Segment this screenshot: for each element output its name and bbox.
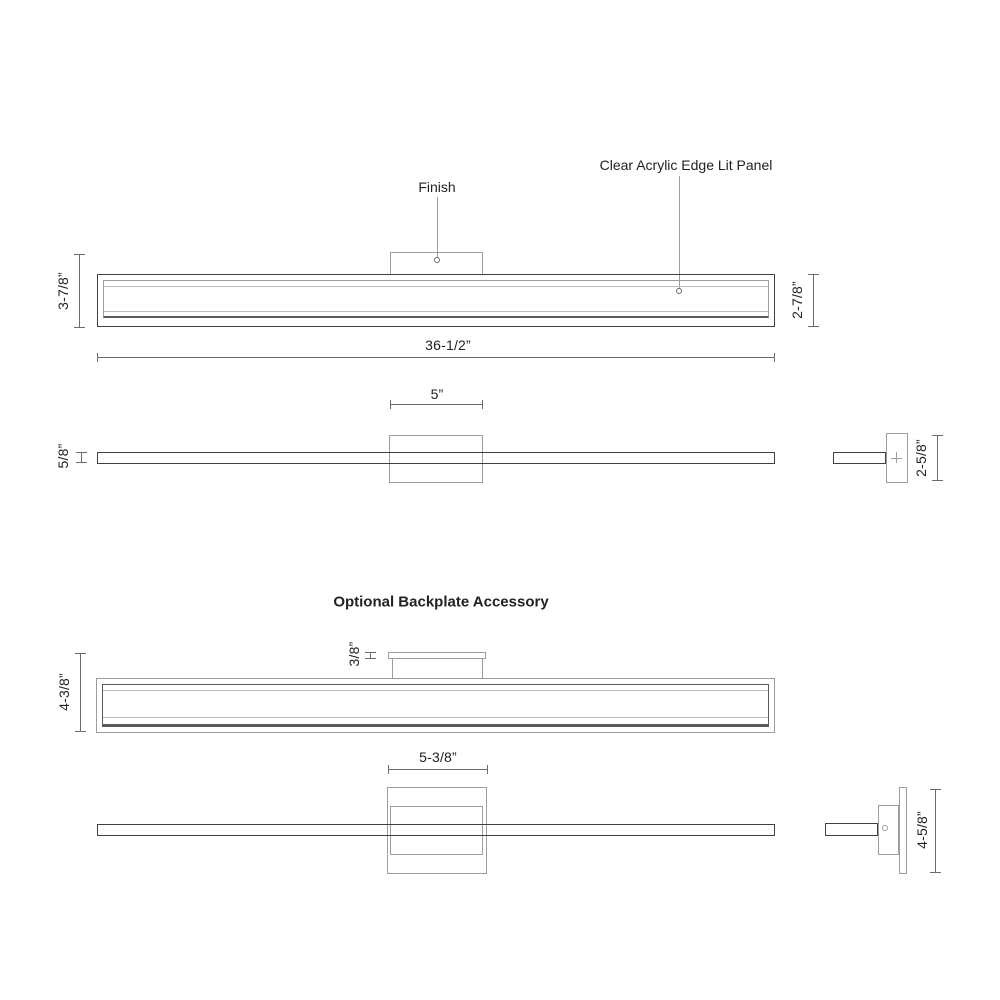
acrylic-panel-leader-line [679,176,680,289]
mount-hole-dot [882,825,888,831]
dim-line [813,274,814,327]
acrylic-panel-callout-label: Clear Acrylic Edge Lit Panel [599,157,773,173]
dim-line [937,435,938,481]
dim-tick [365,652,376,653]
dim-label-total-height: 3-7/8” [55,272,71,310]
acrylic-panel-front-accessory [103,690,768,718]
dim-line [79,254,80,328]
dim-label-bar-depth: 5/8” [55,443,71,469]
dim-label-accessory-total-height: 4-3/8” [56,673,72,711]
dim-label-backplate-depth: 3/8” [346,641,362,667]
dim-label-canopy-plate-height: 2-5/8” [913,439,929,477]
dim-tick [930,789,941,790]
dim-label-backplate-width: 5-3/8” [419,749,457,765]
dim-tick [76,462,87,463]
dim-tick [932,435,943,436]
fixture-bar-plan-accessory [97,824,775,836]
dim-line [390,404,483,405]
dim-label-canopy-width: 5” [430,386,444,402]
canopy-side-accessory [878,805,899,855]
acrylic-panel-front [104,286,768,312]
dim-tick [75,731,86,732]
dim-tick [390,400,391,409]
fixture-bar-plan [97,452,775,464]
dim-tick [808,274,819,275]
dim-tick [932,480,943,481]
dim-tick [74,254,85,255]
dim-label-body-height: 2-7/8” [789,281,805,319]
dim-tick [365,658,376,659]
fixture-bar-side [833,452,886,464]
finish-leader-line [437,197,438,258]
dim-line [97,357,775,358]
dim-label-backplate-height: 4-5/8” [914,811,930,849]
dim-tick [75,653,86,654]
dim-tick [930,872,941,873]
dim-tick [774,353,775,362]
backplate-edge-front [388,652,486,659]
dim-line [80,653,81,732]
dim-tick [808,326,819,327]
dim-label-fixture-width: 36-1/2” [425,337,471,353]
finish-callout-label: Finish [418,179,456,195]
dim-tick [76,452,87,453]
dim-tick [388,765,389,774]
dim-line [388,769,488,770]
dim-line [935,789,936,873]
mount-cross-icon [896,452,897,463]
dim-tick [74,327,85,328]
fixture-bar-side-accessory [825,823,878,836]
section-heading: Optional Backplate Accessory [333,593,549,611]
canopy-front-accessory [392,659,483,678]
canopy-front [390,252,483,274]
dim-tick [487,765,488,774]
dim-tick [482,400,483,409]
backplate-side [899,787,907,874]
dim-tick [97,353,98,362]
